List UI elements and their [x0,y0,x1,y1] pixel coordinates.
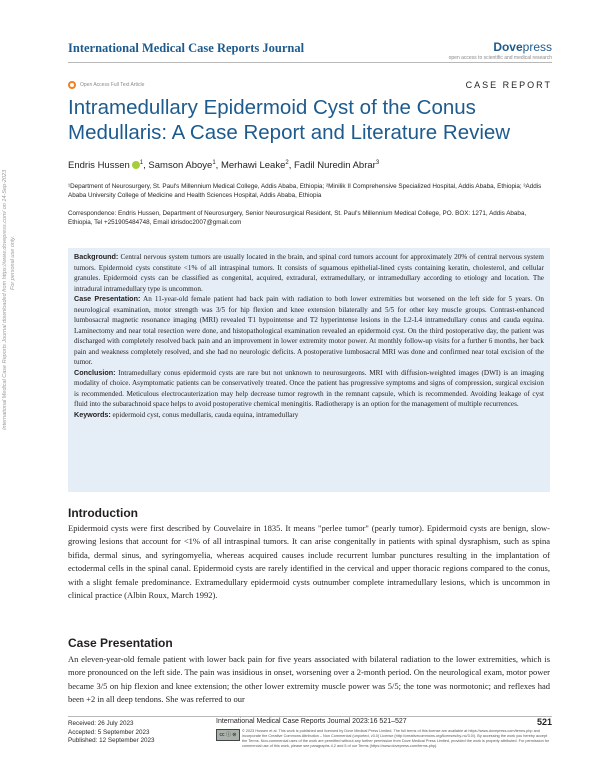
correspondence: Correspondence: Endris Hussen, Department of Neurosurgery, Senior Neurosurgical Resident, St. Paul's Millennium Medical College, PO. BOX: 1271, Addis Ababa, Ethiopia, Tel +251905484748, Email idrisdoc2007@gmail.com [68,210,527,226]
abstract-conclusion-text: Intramedullary conus epidermoid cysts are rare but not unknown to neurosurgeons. MRI with diffusion-weighted images (DWI) is an imaging modality of choice. Asymptomatic patients can be conservatively treated. Once the patient has progressive symptoms and signs of compression, surgical excision is recommended. Meticulous electrocauterization may help decrease tumor regrowth in the remnant capsule, which is recommended. Avoiding leakage of cyst fluid into the subarachnoid space helps to avoid postoperative chemical meningitis. Radiotherapy is an option for the management of multiple recurrences. [74,368,545,408]
abstract-case-text: An 11-year-old female patient had back pain with radiation to both lower extremities but worsened on the left side for 5 years. On neurological examination, motor strength was 3/5 for hip flexion and knee extension bilaterally and 5/5 for other key muscle groups. Contrast-enhanced lumbosacral magnetic resonance imaging (MRI) revealed T1 hypointense and T2 hyperintense lesions in the L2-L4 intramedullary conus and cauda equina. Laminectomy and near total resection were done, and histopathological examination revealed an epidermoid cyst. On the third postoperative day, the patient was discharged with completely resolved back pain and an improvement in lower extremity motor power. At monthly follow-up visits for a further 6 months, her back pain and weakness completely resolved, and she had no neurologic deficits. A postoperative lumbosacral MRI was done and confirmed near total excision of the tumor. [74,295,544,366]
author-affiliation-mark: 3 [375,160,380,166]
abstract-case-label: Case Presentation: [74,294,141,303]
publication-dates [68,720,154,746]
journal-name[interactable]: International Medical Case Reports Journal [68,41,305,55]
journal-citation: International Medical Case Reports Journal 2023:16 521–527 [216,718,407,725]
open-access-row [68,81,144,89]
author-list: Endris Hussen $^1$, Samson Aboye$^1$, Merhawi Leake$^2$, Fadil Nuredin Abrar$^3$ [68,160,380,172]
abstract-keywords-label: Keywords: [74,409,111,419]
introduction-text: Epidermoid cysts were first described by Couvelaire in 1835. It means "perlee tumor" (pearly tumor). Epidermoid cysts are benign, slow-growing lesions that account for <1% of all intraspinal tumors. It can arise congenitally in patients with spinal dysraphism, such as spina bifida, dermal sinus, and syringomyelia, whereas acquired causes include recurrent lumbar punctures resulting in the implantation of ectodermal cells in the spinal canal. Epidermoid cysts are rarely identified in the cervical and upper thoracic regions compared to the conus, with a slight female predominance. Extramedullary epidermoid cysts outnumber complete intramedullary lesions, which is uncommon in clinical practice (Albin Roux, March 1992). [68,523,550,601]
header-divider [68,62,552,63]
page-number: 521 [536,717,552,727]
abstract-box [68,248,550,492]
article-type-label: CASE REPORT [465,80,552,90]
publisher-logo[interactable] [449,40,552,61]
footer-divider [68,716,552,717]
publisher-name [449,40,552,54]
creative-commons-badge[interactable]: cc ⓘ ⊜ [216,729,240,741]
download-notice-line2: For personal use only. [10,235,16,290]
author-name[interactable]: Samson Aboye [148,160,213,172]
abstract-conclusion-label: Conclusion: [74,367,116,377]
received-date: Received: 26 July 2023 [68,720,134,727]
accepted-date: Accepted: 5 September 2023 [68,728,150,736]
article-title: Intramedullary Epidermoid Cyst of the Conus Medullaris: A Case Report and Literature Review [68,96,511,144]
publisher-name-bold: Dove [493,40,523,54]
case-presentation-heading: Case Presentation [68,636,173,650]
abstract-keywords-text: epidermoid cyst, conus medullaris, cauda equina, intramedullary [112,410,299,419]
abstract-background-label: Background: [74,252,119,261]
download-notice [2,169,16,431]
author-name[interactable]: Merhawi Leake [220,160,286,172]
author-name[interactable]: Endris Hussen [68,160,130,172]
abstract-background [74,252,544,294]
author-affiliation-mark: 1 [212,160,216,166]
license-text: © 2023 Hussen et al. This work is published and licensed by Dove Medical Press Limited. The full terms of this license are available at https://www.dovepress.com/terms.php and incorporate the Creative Commons Attribution – Non Commercial (unported, v3.0) License (http://creativecommons.org/licenses/by-nc/3.0/). By accessing the work you hereby accept the Terms. Non-commercial uses of the work are permitted without any further permission from Dove Medical Press Limited, provided the work is properly attributed. For permission for commercial use of this work, please see paragraphs 4.2 and 5 of our Terms (https://www.dovepress.com/terms.php). [242,729,550,748]
download-notice-line1: International Medical Case Reports Journal downloaded from https://www.dovepress.com/ on 14-Sep-2023 [2,169,8,430]
abstract-case [74,294,544,368]
introduction-heading: Introduction [68,506,138,520]
affiliations: ¹Department of Neurosurgery, St. Paul's Millennium Medical College, Addis Ababa, Ethiopia; ²Minilik II Comprehensive Specialized Hospital, Addis Ababa, Ethiopia; ³Addis Ababa University College of Medicine and Health Sciences Hospital, Addis Ababa, Ethiopia [68,183,542,199]
open-access-icon [68,81,76,89]
case-presentation-text: An eleven-year-old female patient with lower back pain for five years associated with bilateral radiation to the lower extremities, which is more pronounced on the left side. The pain was insidious in onset, worsening over a 2-month period. On the neurological exam, motor power became 3/5 on hip flexion and knee extension; the other lower extremity muscle power was 5/5; the tone was normotonic; and reflexes had been +2 in all deep tendons. She was referred to our [68,654,550,705]
open-access-label: Open Access Full Text Article [80,82,145,88]
published-date: Published: 12 September 2023 [68,737,155,745]
author-affiliation-mark: 1 [139,160,144,166]
orcid-icon[interactable] [132,161,140,169]
publisher-name-rest: press [522,40,552,54]
publisher-tagline: open access to scientific and medical research [448,55,552,61]
abstract-background-text: Central nervous system tumors are usually located in the brain, and spinal cord tumors account for approximately 20% of central nervous system tumors. Epidermoid cysts constitute <1% of all intraspinal tumors. It consists of squamous epithelial-lined cysts containing keratin, cholesterol, and cellular granules. Epidermoid cysts can be classified as congenital, acquired, extradural, extramedullary, or intramedullary according to etiology and location. The intradural intramedullary type is uncommon. [74,253,545,293]
abstract-conclusion [74,368,544,410]
abstract-keywords [74,410,544,421]
author-affiliation-mark: 2 [285,160,289,166]
author-name[interactable]: Fadil Nuredin Abrar [293,160,376,172]
